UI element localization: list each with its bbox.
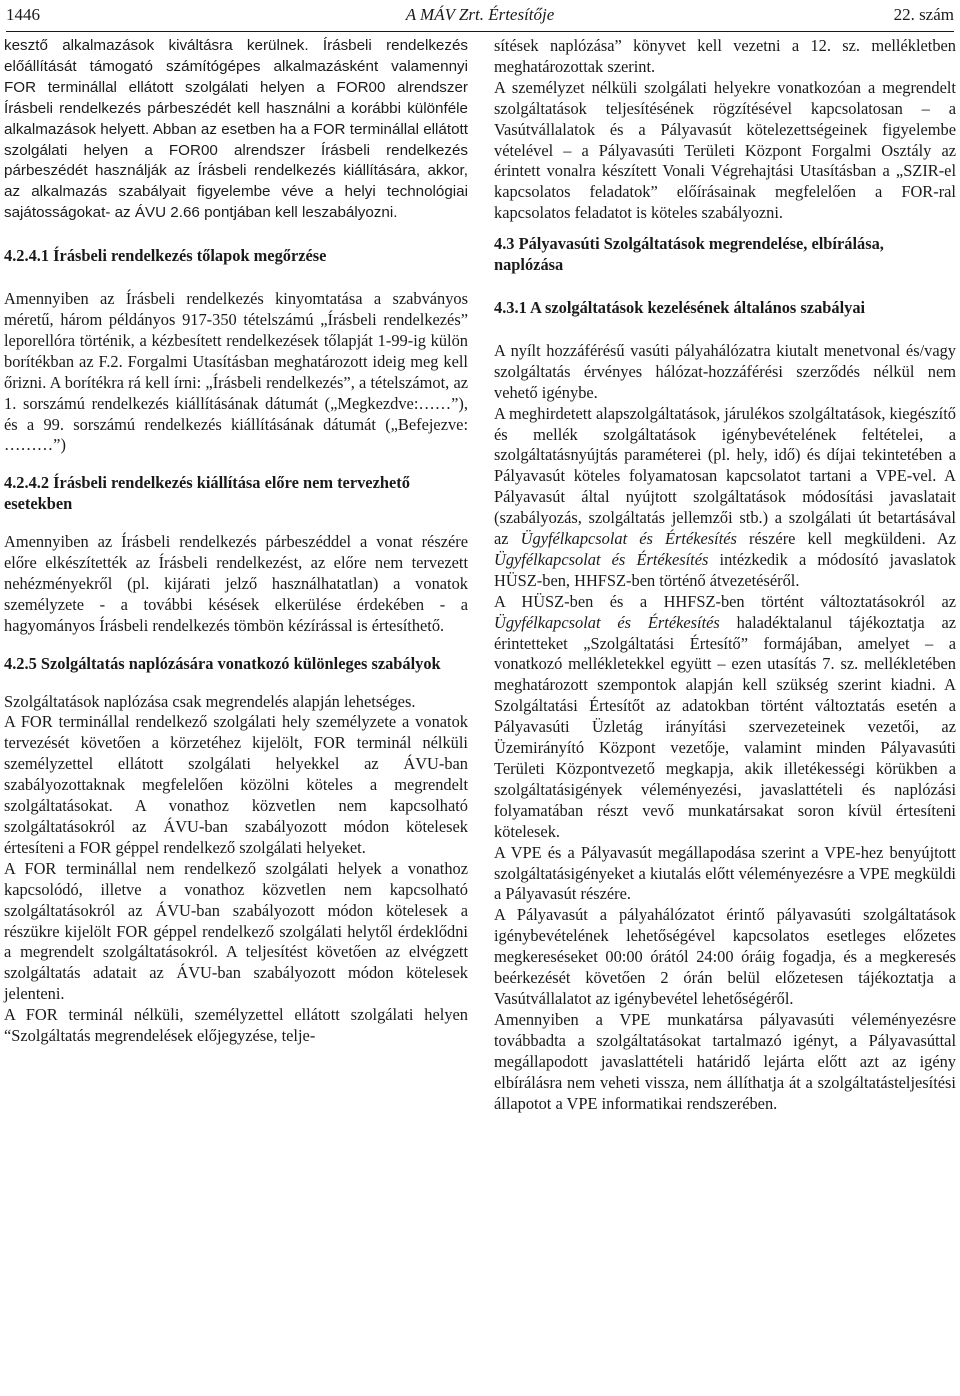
section-heading-4-3: 4.3 Pályavasúti Szolgáltatások megrendelése, elbírálása, naplózása xyxy=(494,234,884,275)
paragraph: A nyílt hozzáférésű vasúti pályahálózatra kiutalt menetvonal és/vagy szolgáltatás érvényes hálózat-hozzáférési szerződés nélkül nem vehető igénybe. xyxy=(494,340,956,402)
paragraph: Amennyiben a VPE munkatársa pályavasúti véleményezésre továbbadta a szolgáltatásokat tartalmazó igényt, a Pályavasúttal megállapodott javaslattételi határidő lejárta előtt azt az igény elbírálásra nem veheti vissza, nem állíthatja át a szolgáltatásteljesítési állapotot a VPE informatikai rendszerében. xyxy=(494,1009,956,1113)
paragraph: kesztő alkalmazások kiváltásra kerülnek. Írásbeli rendelkezés előállítását támogató számítógépes alkalmazásként valamennyi FOR terminállal ellátott szolgálati helyen a FOR00 alrendszer Írásbeli rendelkezés párbeszédét kell használni a korábbi különféle alkalmazások helyett. Abban az esetben ha a FOR terminállal ellátott szolgálati helyen a FOR00 alrendszer Írásbeli rendelkezés párbeszédét használják az Írásbeli rendelkezés kiállítására, akkor, az alkalmazás szabályait figyelembe véve a helyi technológiai sajátosságokat- az ÁVU 2.66 pontjában kell leszabályozni. xyxy=(4,37,468,222)
section-heading-4-2-4-1: 4.2.4.1 Írásbeli rendelkezés tőlapok megőrzése xyxy=(4,246,327,266)
paragraph: A FOR terminállal nem rendelkező szolgálati helyek a vonathoz kapcsolódó, illetve a vonathoz közvetlen nem kapcsolható szolgáltatásokról az ÁVU-ban szabályozott módon kötelesek a részükre kijelölt FOR géppel rendelkező szolgálati helytől érdeklődni a megrendelt szolgáltatásokról. A teljesítést követően az elvégzett szolgáltatás adatait az ÁVU-ban szabályozott módon kötelesek jelenteni. xyxy=(4,858,468,1004)
section-heading-4-2-4-2: 4.2.4.2 Írásbeli rendelkezés kiállítása előre nem tervezhető esetekben xyxy=(4,473,410,514)
text-run: haladéktalanul tájékoztatja az érintetteket „Szolgáltatási Értesítő” formájában, amelyet – a vonatkozó mellékletekkel együtt – ezen utasítás 7. sz. mellékletében meghatározott szempontok alapján kell szükség szerint kiadni. A Szolgáltatási Értesítőt az adatokban történt változtatás esetén a Pályavasúti Üzletág irányítási szervezeteinek vezetői, az Üzemirányító Központ vezetője, valamint minden Pályavasúti Területi Központvezető megkapja, akik illetékességi körükben a szolgáltatásigények véleményezési, javaslattételi és naplózási folyamatában részt vevő munkatársakat soron kívül értesíteni kötelesek. xyxy=(494,612,956,841)
paragraph: Amennyiben az Írásbeli rendelkezés kinyomtatása a szabványos méretű, három példányos 917-350 tételszámú „Írásbeli rendelkezés” leporellóra történik, a kézbesített rendelkezések tőlapját 1-99-ig külön borítékban az F.2. Forgalmi Utasításban meghatározott ideig meg kell őrizni. A borítékra rá kell írni: „Írásbeli rendelkezés”, a tételszámot, az 1. sorszámú rendelkezés kiállításának dátumát („Megkezdve:……”), és a 99. sorszámú rendelkezés kiállításának dátumát („Befejezve: ………”) xyxy=(4,289,468,455)
italic-unit-name: Ügyfélkapcsolat és Értékesítés xyxy=(520,529,737,549)
paragraph: A FOR terminállal rendelkező szolgálati hely személyzete a vonatok tervezését követően a körzetéhez kijelölt, FOR terminál nélküli személyzettel ellátott szolgálati helyekkel az ÁVU-ban szabályozottaknak megfelelően közölni köteles a megrendelt szolgáltatásokat. A vonathoz közvetlen nem kapcsolható szolgáltatásokról az ÁVU-ban szabályozott módon kötelesek értesíteni a FOR géppel rendelkező szolgálati helyeket. xyxy=(4,712,468,857)
text-run: A HÜSZ-ben és a HHFSZ-ben történt változtatásokról az xyxy=(494,591,956,611)
header-rule xyxy=(6,31,954,32)
right-column xyxy=(494,36,956,1114)
paragraph: sítések naplózása” könyvet kell vezetni a 12. sz. mellékletben meghatározottak szerint. xyxy=(494,36,956,76)
section-heading-4-3-1: 4.3.1 A szolgáltatások kezelésének általános szabályai xyxy=(494,297,866,317)
journal-title: A MÁV Zrt. Értesítője xyxy=(405,5,555,24)
left-column xyxy=(4,36,468,1047)
section-heading-4-2-5: 4.2.5 Szolgáltatás naplózására vonatkozó különleges szabályok xyxy=(4,653,441,673)
paragraph: A Pályavasút a pályahálózatot érintő pályavasúti szolgáltatások igénybevételének lehetőségével kapcsolatos esetleges előzetes megkereséseket 00:00 órától 24:00 óráig fogadja, és a megkeresés beérkezését követően 2 órán belül előzetesen tájékoztatja a Vasútvállalatot az igénybevétel lehetőségéről. xyxy=(494,905,956,1008)
paragraph: A FOR terminál nélküli, személyzettel ellátott szolgálati helyen “Szolgáltatás megrendelések előjegyzése, telje- xyxy=(4,1005,468,1046)
issue-number: 22. szám xyxy=(893,5,954,24)
page-header xyxy=(6,2,954,28)
italic-unit-name: Ügyfélkapcsolat és Értékesítés xyxy=(494,612,720,632)
page-number: 1446 xyxy=(6,5,40,24)
paragraph: A VPE és a Pályavasút megállapodása szerint a VPE-hez benyújtott szolgáltatásigényeket a kiutalás előtt véleményezésre a VPE megküldi a Pályavasút részére. xyxy=(494,842,956,904)
text-run: részére kell megküldeni. Az xyxy=(736,529,956,549)
paragraph: Amennyiben az Írásbeli rendelkezés párbeszéddel a vonat részére előre elkészítették az Írásbeli rendelkezést, az előre nem tervezett nehézményekről (pl. kijárati jelző használhatatlan) a vonatok személyzete - a további késések elkerülése érdekében - a hagyományos Írásbeli rendelkezés tömbön kézírással is értesíthető. xyxy=(4,532,468,635)
text-run: intézkedik a módosító javaslatok HÜSZ-ben, HHFSZ-ben történő átvezetéséről. xyxy=(494,549,956,590)
paragraph: A személyzet nélküli szolgálati helyekre vonatkozóan a megrendelt szolgáltatások teljesítésének rögzítésével kapcsolatosan – a Vasútvállalatok és a Pályavasút kötelezettségeinek figyelembe vételével – a Pályavasúti Területi Központ Forgalmi Osztály az érintett vonalra készített Vonali Végrehajtási Utasításban a „SZIR-el kapcsolatos feladatok” előírásainak megfelelően a FOR-ral kapcsolatos feladatot is köteles szabályozni. xyxy=(494,77,956,223)
paragraph xyxy=(494,592,956,843)
paragraph: Szolgáltatások naplózása csak megrendelés alapján lehetséges. xyxy=(4,691,416,711)
paragraph xyxy=(494,404,956,592)
italic-unit-name: Ügyfélkapcsolat és Értékesítés xyxy=(494,549,709,569)
text-run: A meghirdetett alapszolgáltatások, járulékos szolgáltatások, kiegészítő és mellék szolgáltatások igénybevételének feltételei, a szolgáltatásnyújtás paraméterei (pl. hely, idő) és díjai tekintetében a Pályavasút köteles folyamatosan kapcsolatot tartani a VPE-vel. A Pályavasút által nyújtott szolgáltatások módosítási javaslatait (szabályozás, szolgáltatás jellemzői stb.) a szolgálati út betartásával az xyxy=(494,403,956,549)
